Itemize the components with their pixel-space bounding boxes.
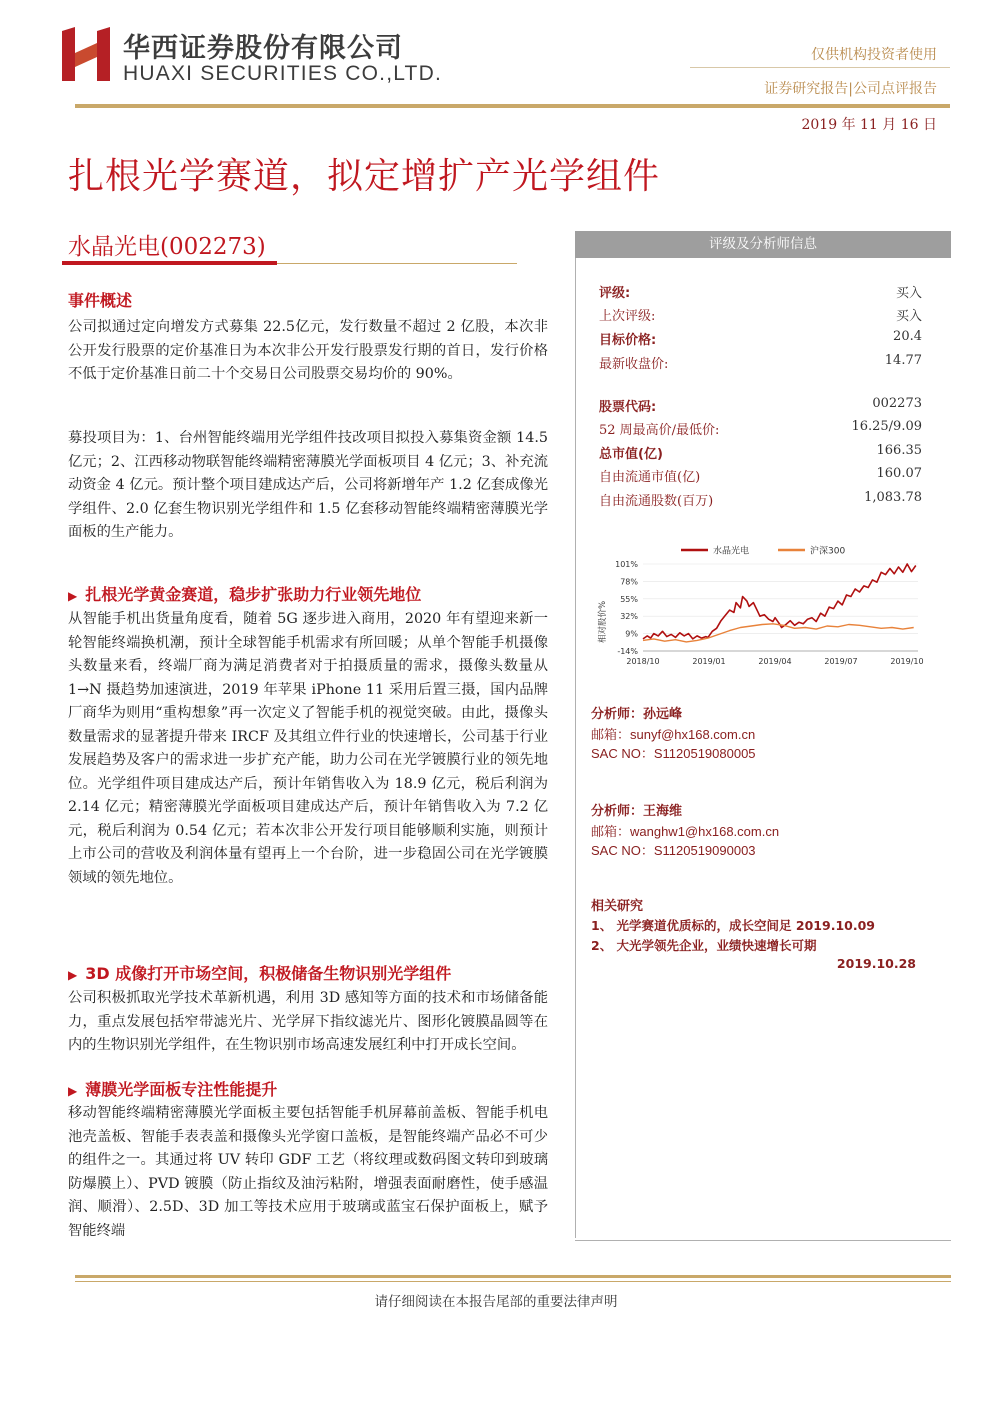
related-research-item[interactable]: 2、 大光学领先企业，业绩快速增长可期: [591, 938, 817, 953]
paragraph-event-1: 公司拟通过定向增发方式募集 22.5亿元，发行数量不超过 2 亿股，本次非公开发行股票的定价基准日为本次非公开发行股票发行期的首日，发行价格不低于定价基准日前二十个交易日公司股票交易均价的 90%。: [68, 319, 548, 382]
chart-x-tick-label: 2019/10: [890, 657, 924, 666]
triangle-bullet-icon: ▶: [68, 589, 78, 603]
chart-y-tick-label: 55%: [620, 594, 638, 604]
info-free-float-cap: 自由流通市值(亿) 160.07: [599, 466, 922, 485]
chart-y-tick-label: 32%: [620, 612, 638, 622]
footer-rule-thin: [75, 1281, 951, 1282]
header-rule: [75, 104, 950, 108]
triangle-bullet-icon: ▶: [68, 1084, 78, 1098]
triangle-bullet-icon: ▶: [68, 968, 78, 982]
stock-name: 水晶光电(002273): [68, 234, 266, 260]
info-target-price: 目标价格: 20.4: [599, 329, 922, 348]
paragraph-event-2: 募投项目为：1、台州智能终端用光学组件技改项目拟投入募集资金额 14.5 亿元；2、江西移动物联智能终端精密薄膜光学面板项目 4 亿元；3、补充流动资金 4 亿元。预计整个项目建成达产后，公司将新增年产 1.2 亿套成像光学组件、2.0 亿套生物识别光学组件和 1.5 亿套移动智能终端精密薄膜光学面板的生产能力。: [68, 430, 548, 540]
company-name-cn: 华西证券股份有限公司: [123, 33, 403, 64]
company-logo-icon: [62, 27, 110, 81]
company-name-en: HUAXI SECURITIES CO.,LTD.: [123, 62, 442, 85]
header-divider: [690, 67, 950, 68]
legend-label-index: 沪深300: [810, 546, 846, 557]
stock-underline: [62, 261, 277, 265]
usage-note: 仅供机构投资者使用: [811, 47, 937, 63]
info-prev-rating: 上次评级: 买入: [599, 309, 922, 324]
sidebar-box-header: 评级及分析师信息: [575, 231, 951, 258]
chart-y-tick-label: 9%: [625, 629, 638, 639]
section-heading-3d: ▶ 3D 成像打开市场空间，积极储备生物识别光学组件: [68, 964, 452, 983]
chart-legend: [681, 545, 845, 557]
section-heading-optics: ▶ 扎根光学黄金赛道，稳步扩张助力行业领先地位: [68, 585, 422, 604]
chart-y-tick-label: -14%: [617, 647, 638, 656]
analyst-1-email[interactable]: 邮箱：sunyf@hx168.com.cn: [591, 727, 756, 742]
info-52w-range: 52 周最高价/最低价: 16.25/9.09: [599, 419, 922, 438]
paragraph-film: 移动智能终端精密薄膜光学面板主要包括智能手机屏幕前盖板、智能手机电池壳盖板、智能手表表盖和摄像头光学窗口盖板，是智能终端产品必不可少的组件之一。其通过将 UV 转印 GDF 工艺（将纹理或数码图文转印到玻璃防爆膜上）、PVD 镀膜（防止指纹及油污粘附，增强表面耐磨性，使手感温润、顺滑）、2.5D、3D 加工等技术应用于玻璃或蓝宝石保护面板上，赋予智能终端: [68, 1105, 548, 1239]
related-research-title: 相关研究: [591, 899, 644, 914]
analyst-2-email[interactable]: 邮箱：wanghw1@hx168.com.cn: [591, 824, 780, 839]
chart-x-tick-label: 2019/04: [758, 657, 792, 666]
footer-disclaimer: 请仔细阅读在本报告尾部的重要法律声明: [374, 1294, 618, 1310]
chart-x-tick-label: 2018/10: [626, 657, 660, 666]
report-date: 2019 年 11 月 16 日: [801, 117, 937, 133]
footer-rule: [75, 1275, 951, 1278]
analyst-1-sac: SAC NO：S1120519080005: [591, 746, 756, 761]
paragraph-3d: 公司积极抓取光学技术革新机遇，利用 3D 感知等方面的技术和市场储备能力，重点发展包括窄带滤光片、光学屏下指纹滤光片、图形化镀膜晶圆等在内的生物识别光学组件，在生物识别市场高速发展红利中打开成长空间。: [68, 990, 548, 1053]
sidebar-box-bottom: [575, 1240, 951, 1241]
chart-x-tick-label: 2019/07: [824, 657, 858, 666]
chart-series-index-line: [643, 624, 914, 642]
related-research-item[interactable]: 1、 光学赛道优质标的，成长空间足 2019.10.09: [591, 918, 875, 933]
chart-y-tick-label: 78%: [620, 577, 638, 587]
info-stock-code: 股票代码: 002273: [599, 396, 922, 415]
analyst-2-sac: SAC NO：S1120519090003: [591, 843, 756, 858]
report-type: 证券研究报告|公司点评报告: [764, 81, 937, 97]
paragraph-optics: 从智能手机出货量角度看，随着 5G 逐步进入商用，2020 年有望迎来新一轮智能终端换机潮，预计全球智能手机需求有所回暖；从单个智能手机摄像头数量来看，终端厂商为满足消费者对于拍摄质量的需求，摄像头数量从 1→N 摄趋势加速演进，2019 年苹果 iPhone 11 采用后置三摄，国内品牌厂商华为则用“重构想象”再一次定义了智能手机的视觉突破。由此，摄像头数量需求的显著提升带来 IRCF 及其组立件行业的快速增长，公司基于行业发展趋势及客户的需求进一步扩充产能，助力公司在光学镀膜行业的领先地位。光学组件项目建成达产后，预计年销售收入为 18.9 亿元，税后利润为 2.14 亿元；精密薄膜光学面板项目建成达产后，预计年销售收入为 7.2 亿元，税后利润为 0.54 亿元；若本次非公开发行项目能够顺利实施，则预计上市公司的营收及利润体量有望再上一个台阶，进一步稳固公司在光学镀膜领域的领先地位。: [68, 611, 548, 886]
relative-price-chart: [588, 540, 938, 676]
section-heading-film: ▶ 薄膜光学面板专注性能提升: [68, 1080, 278, 1099]
related-research-date: 2019.10.28: [836, 956, 916, 971]
chart-x-tick-label: 2019/01: [692, 657, 726, 666]
analyst-1-name: 分析师：孙远峰: [591, 707, 683, 722]
analyst-2-name: 分析师：王海维: [591, 804, 683, 819]
info-close-price: 最新收盘价: 14.77: [599, 353, 922, 372]
legend-label-stock: 水晶光电: [713, 546, 750, 557]
info-free-float-shares: 自由流通股数(百万) 1,083.78: [599, 490, 922, 509]
chart-y-tick-label: 101%: [615, 560, 638, 569]
section-heading-event: 事件概述: [68, 291, 133, 310]
info-rating: 评级: 买入: [599, 286, 922, 301]
report-title: 扎根光学赛道，拟定增扩产光学组件: [68, 156, 661, 197]
stock-rule: [277, 263, 517, 264]
chart-y-axis-label: 相对股价%: [598, 600, 608, 644]
info-market-cap: 总市值(亿) 166.35: [599, 443, 922, 462]
